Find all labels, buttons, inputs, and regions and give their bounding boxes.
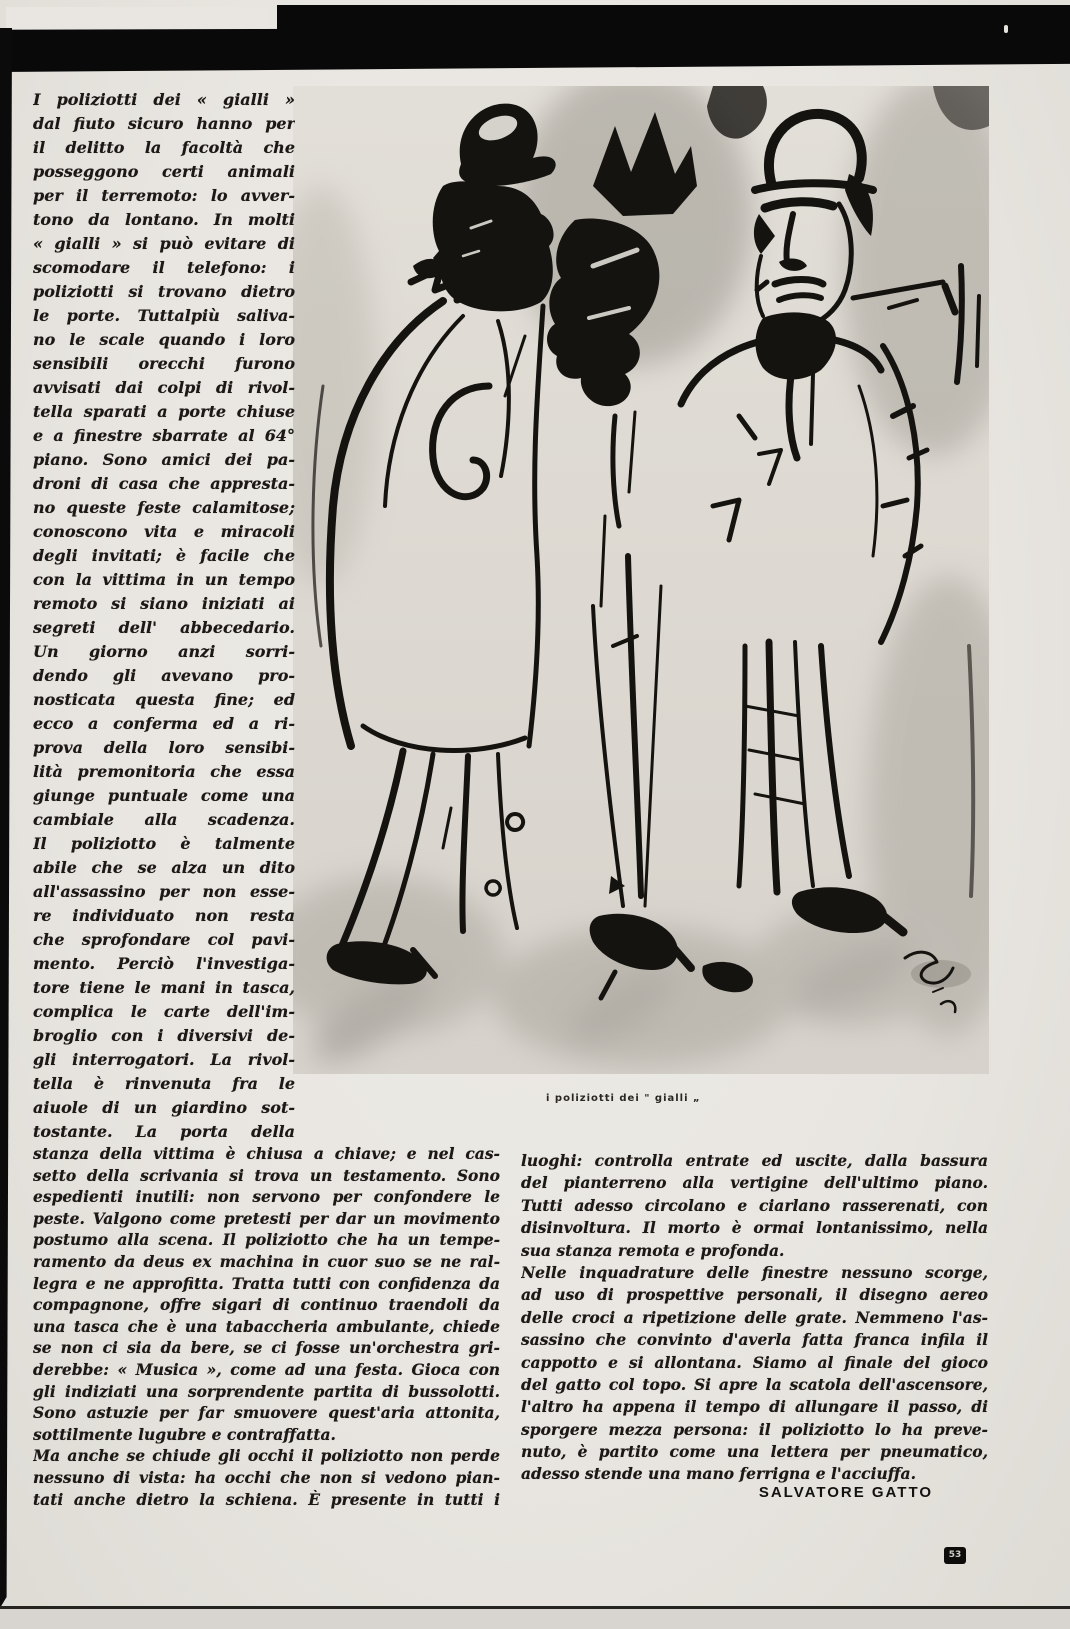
text-line: derebbe: « Musica », come ad una festa. Gioca con — [33, 1359, 500, 1379]
text-line: aiuole di un giardino sot- — [33, 1098, 295, 1117]
text-line: ramento da deus ex machina in cuor suo se ne ral- — [33, 1251, 500, 1271]
scan-bottom-strip — [0, 1609, 1070, 1629]
text-line: poliziotti si trovano dietro — [33, 282, 295, 301]
text-line: nuto, è partito come una lettera per pneumatico, — [521, 1442, 988, 1462]
text-line: tono da lontano. In molti — [33, 210, 295, 229]
text-line: remoto si siano iniziati ai — [33, 594, 295, 613]
scan-top-bar-right — [277, 5, 1070, 35]
text-line: cambiale alla scadenza. — [33, 810, 295, 829]
narrow-text-column — [33, 88, 295, 1144]
scan-notch — [6, 7, 268, 29]
text-line: degli invitati; è facile che — [33, 546, 295, 565]
text-line: segreti dell' abbecedario. — [33, 618, 295, 637]
text-line: sporgere mezza persona: il poliziotto lo ha preve- — [521, 1419, 988, 1439]
text-line: sensibili orecchi furono — [33, 354, 295, 373]
text-line: e a finestre sbarrate al 64° — [33, 426, 295, 445]
text-line: sassino che convinto d'averla fatta franca infila il — [521, 1330, 988, 1350]
text-line: tella è rinvenuta fra le — [33, 1074, 295, 1093]
author-signature: SALVATORE GATTO — [758, 1484, 933, 1501]
text-line: piano. Sono amici dei pa- — [33, 450, 295, 469]
scan-left-edge — [0, 28, 12, 1608]
page-number-badge: 53 — [944, 1547, 966, 1564]
text-line: cappotto e si allontana. Siamo al finale del gioco — [521, 1352, 988, 1372]
text-line: gli interrogatori. La rivol- — [33, 1050, 295, 1069]
text-line: legra e ne approfitta. Tratta tutti con confidenza da — [33, 1273, 500, 1293]
text-line: Tutti adesso circolano e ciarlano rasserenati, con — [521, 1195, 988, 1215]
bottom-right-text-column — [521, 1150, 988, 1486]
text-line: avvisati dai colpi di rivol- — [33, 378, 295, 397]
text-line: Sono astuzie per far smuovere quest'aria attonita, — [33, 1403, 500, 1423]
text-line: sua stanza remota e profonda. — [521, 1240, 785, 1260]
text-line: che sprofondare col pavi- — [33, 930, 295, 949]
text-line: tati anche dietro la schiena. È presente in tutti i — [33, 1489, 500, 1509]
text-line: del gatto col topo. Si apre la scatola dell'ascensore, — [521, 1374, 988, 1394]
text-line: re individuato non resta — [33, 906, 295, 925]
illustration-caption: i poliziotti dei " gialli „ — [546, 1093, 701, 1104]
bottom-left-text-column — [33, 1143, 500, 1510]
text-line: Ma anche se chiude gli occhi il poliziotto non perde — [33, 1446, 500, 1466]
text-line: gli indiziati una sorprendente partita di bussolotti. — [33, 1381, 500, 1401]
text-line: all'assassino per non esse- — [33, 882, 295, 901]
text-line: complica le carte dell'im- — [33, 1002, 295, 1021]
text-line: Nelle inquadrature delle finestre nessuno scorge, — [521, 1262, 988, 1282]
text-line: dendo gli avevano pro- — [33, 666, 295, 685]
text-line: il delitto la facoltà che — [33, 138, 295, 157]
text-line: droni di casa che appresta- — [33, 474, 295, 493]
text-line: Il poliziotto è talmente — [33, 834, 295, 853]
text-line: postumo alla scena. Il poliziotto che ha un tempe- — [33, 1230, 500, 1250]
text-line: tella sparati a porte chiuse — [33, 402, 295, 421]
text-line: nosticata questa fine; ed — [33, 690, 295, 709]
text-line: setto della scrivania si trova un testamento. Sono — [33, 1165, 500, 1185]
text-line: « gialli » si può evitare di — [33, 234, 295, 253]
text-line: se non ci sia da bere, se ci fosse un'orchestra gri- — [33, 1338, 500, 1358]
text-line: delle croci a ripetizione delle grate. Nemmeno l'as- — [521, 1307, 988, 1327]
text-line: espedienti inutili: non servono per confondere le — [33, 1187, 500, 1207]
text-line: Un giorno anzi sorri- — [33, 642, 295, 661]
text-line: con la vittima in un tempo — [33, 570, 295, 589]
text-line: ecco a conferma ed a ri- — [33, 714, 295, 733]
text-line: per il terremoto: lo avver- — [33, 186, 295, 205]
text-line: lità premonitoria che essa — [33, 762, 295, 781]
text-line: l'altro ha appena il tempo di allungare il passo, di — [521, 1397, 988, 1417]
text-line: peste. Valgono come pretesti per dar un movimento — [33, 1208, 500, 1228]
text-line: una tasca che è una tabaccheria ambulante, chiede — [33, 1316, 500, 1336]
text-line: le porte. Tuttalpiù saliva- — [33, 306, 295, 325]
text-line: broglio con i diversivi de- — [33, 1026, 295, 1045]
text-line: adesso stende una mano ferrigna e l'acciuffa. — [521, 1464, 916, 1484]
text-line: abile che se alza un dito — [33, 858, 295, 877]
text-line: disinvoltura. Il morto è ormai lontanissimo, nella — [521, 1218, 988, 1238]
scan-speck — [1004, 25, 1008, 33]
text-line: I poliziotti dei « gialli » — [33, 90, 295, 109]
text-line: giunge puntuale come una — [33, 786, 295, 805]
text-line: luoghi: controlla entrate ed uscite, dalla bassura — [521, 1151, 988, 1170]
text-line: scomodare il telefono: i — [33, 258, 295, 277]
text-line: dal fiuto sicuro hanno per — [33, 114, 295, 133]
text-line: tore tiene le mani in tasca, — [33, 978, 295, 997]
text-line: sottilmente lugubre e contraffatta. — [33, 1424, 336, 1444]
text-line: del pianterreno alla vertigine dell'ultimo piano. — [521, 1173, 988, 1193]
text-line: mento. Perciò l'investiga- — [33, 954, 295, 973]
text-line: stanza della vittima è chiusa a chiave; e nel cas- — [33, 1144, 500, 1163]
text-line: nessuno di vista: ha occhi che non si vedono pian- — [33, 1467, 500, 1487]
text-line: conoscono vita e miracoli — [33, 522, 295, 541]
text-line: posseggono certi animali — [33, 162, 295, 181]
text-line: prova della loro sensibi- — [33, 738, 295, 757]
text-line: no queste feste calamitose; — [33, 498, 295, 517]
two-detectives-ink-sketch — [293, 86, 989, 1074]
text-line: ad uso di prospettive personali, il disegno aereo — [521, 1285, 988, 1305]
text-line: tostante. La porta della — [33, 1122, 295, 1141]
text-line: compagnone, offre sigari di continuo traendoli da — [33, 1295, 500, 1315]
text-line: no le scale quando i loro — [33, 330, 295, 349]
